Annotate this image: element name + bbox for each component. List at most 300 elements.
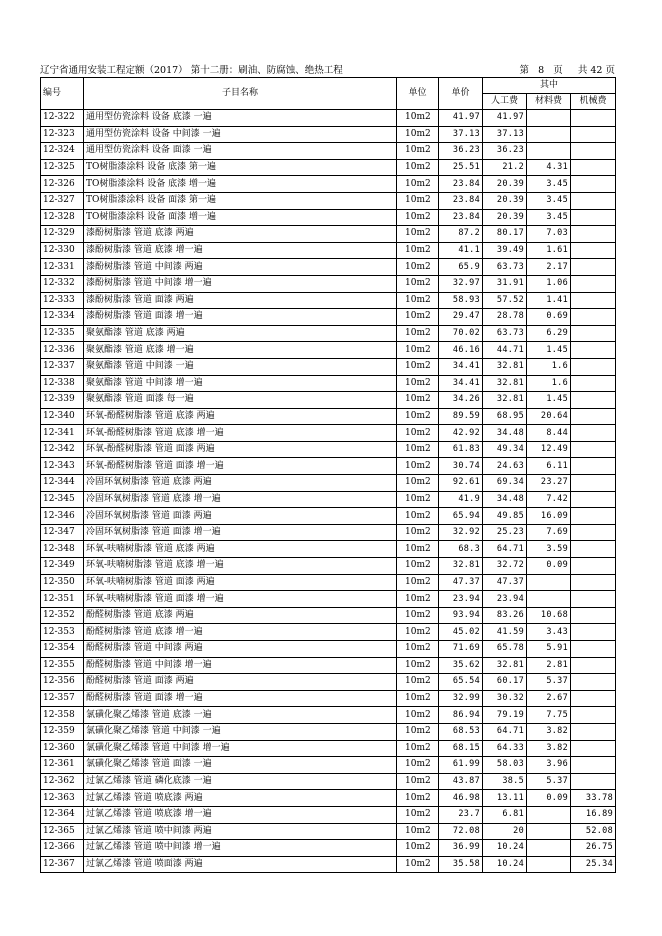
row-material: 6.29 bbox=[527, 325, 571, 342]
row-labor: 47.37 bbox=[483, 574, 527, 591]
row-labor: 69.34 bbox=[483, 475, 527, 492]
row-price: 65.94 bbox=[439, 508, 483, 525]
row-material: 3.45 bbox=[527, 176, 571, 193]
row-machine bbox=[571, 110, 616, 127]
row-material: 7.03 bbox=[527, 226, 571, 243]
col-header-material: 材料费 bbox=[527, 94, 571, 110]
row-labor: 60.17 bbox=[483, 674, 527, 691]
row-unit: 10m2 bbox=[397, 690, 439, 707]
row-machine bbox=[571, 591, 616, 608]
row-labor: 23.94 bbox=[483, 591, 527, 608]
row-code: 12-345 bbox=[41, 491, 84, 508]
table-row bbox=[41, 275, 616, 292]
row-material: 2.17 bbox=[527, 259, 571, 276]
row-code: 12-333 bbox=[41, 292, 84, 309]
row-machine bbox=[571, 707, 616, 724]
table-row bbox=[41, 558, 616, 575]
row-name: 酚醛树脂漆 管道 面漆 增一遍 bbox=[84, 690, 397, 707]
table-row bbox=[41, 176, 616, 193]
table-row bbox=[41, 806, 616, 823]
row-material bbox=[527, 574, 571, 591]
row-material: 12.49 bbox=[527, 441, 571, 458]
table-body bbox=[41, 110, 616, 873]
row-material: 3.59 bbox=[527, 541, 571, 558]
col-header-machine: 机械费 bbox=[571, 94, 616, 110]
row-price: 42.92 bbox=[439, 425, 483, 442]
row-labor: 32.81 bbox=[483, 358, 527, 375]
row-machine bbox=[571, 408, 616, 425]
table-row bbox=[41, 723, 616, 740]
row-labor: 30.32 bbox=[483, 690, 527, 707]
table-row bbox=[41, 757, 616, 774]
table-row bbox=[41, 375, 616, 392]
table-row bbox=[41, 574, 616, 591]
table-row bbox=[41, 226, 616, 243]
row-machine bbox=[571, 242, 616, 259]
row-unit: 10m2 bbox=[397, 192, 439, 209]
row-price: 25.51 bbox=[439, 159, 483, 176]
row-unit: 10m2 bbox=[397, 790, 439, 807]
table-row bbox=[41, 607, 616, 624]
row-code: 12-332 bbox=[41, 275, 84, 292]
page-header bbox=[40, 64, 615, 77]
row-name: 酚醛树脂漆 管道 中间漆 两遍 bbox=[84, 641, 397, 658]
row-machine bbox=[571, 674, 616, 691]
row-price: 35.62 bbox=[439, 657, 483, 674]
row-price: 32.99 bbox=[439, 690, 483, 707]
row-machine bbox=[571, 657, 616, 674]
header-row-1 bbox=[41, 78, 616, 94]
row-unit: 10m2 bbox=[397, 740, 439, 757]
quota-table bbox=[40, 77, 616, 873]
row-unit: 10m2 bbox=[397, 425, 439, 442]
table-row bbox=[41, 192, 616, 209]
row-code: 12-340 bbox=[41, 408, 84, 425]
row-machine bbox=[571, 259, 616, 276]
row-labor: 34.48 bbox=[483, 425, 527, 442]
row-labor: 21.2 bbox=[483, 159, 527, 176]
row-machine: 26.75 bbox=[571, 840, 616, 857]
row-code: 12-362 bbox=[41, 773, 84, 790]
row-name: 冷固环氧树脂漆 管道 底漆 两遍 bbox=[84, 475, 397, 492]
row-unit: 10m2 bbox=[397, 591, 439, 608]
row-name: 过氯乙烯漆 管道 喷中间漆 增一遍 bbox=[84, 840, 397, 857]
table-row bbox=[41, 740, 616, 757]
row-price: 37.13 bbox=[439, 126, 483, 143]
table-row bbox=[41, 541, 616, 558]
row-name: 过氯乙烯漆 管道 磷化底漆 一遍 bbox=[84, 773, 397, 790]
row-machine bbox=[571, 358, 616, 375]
row-name: 氯磺化聚乙烯漆 管道 中间漆 增一遍 bbox=[84, 740, 397, 757]
row-code: 12-352 bbox=[41, 607, 84, 624]
row-machine bbox=[571, 757, 616, 774]
row-labor: 41.59 bbox=[483, 624, 527, 641]
row-price: 72.08 bbox=[439, 823, 483, 840]
table-row bbox=[41, 259, 616, 276]
row-unit: 10m2 bbox=[397, 757, 439, 774]
row-unit: 10m2 bbox=[397, 358, 439, 375]
row-code: 12-335 bbox=[41, 325, 84, 342]
row-code: 12-347 bbox=[41, 524, 84, 541]
row-material: 3.82 bbox=[527, 723, 571, 740]
row-name: TO树脂漆涂料 设备 面漆 增一遍 bbox=[84, 209, 397, 226]
row-code: 12-360 bbox=[41, 740, 84, 757]
table-row bbox=[41, 425, 616, 442]
row-material: 5.37 bbox=[527, 773, 571, 790]
row-name: 漆酚树脂漆 管道 中间漆 增一遍 bbox=[84, 275, 397, 292]
row-material: 1.06 bbox=[527, 275, 571, 292]
row-price: 70.02 bbox=[439, 325, 483, 342]
row-material: 7.69 bbox=[527, 524, 571, 541]
row-name: 聚氨酯漆 管道 面漆 每一遍 bbox=[84, 392, 397, 409]
row-code: 12-322 bbox=[41, 110, 84, 127]
row-name: 氯磺化聚乙烯漆 管道 底漆 一遍 bbox=[84, 707, 397, 724]
table-row bbox=[41, 475, 616, 492]
table-row bbox=[41, 110, 616, 127]
row-price: 86.94 bbox=[439, 707, 483, 724]
row-unit: 10m2 bbox=[397, 126, 439, 143]
row-unit: 10m2 bbox=[397, 823, 439, 840]
row-material: 1.61 bbox=[527, 242, 571, 259]
row-labor: 79.19 bbox=[483, 707, 527, 724]
row-price: 68.15 bbox=[439, 740, 483, 757]
row-price: 58.93 bbox=[439, 292, 483, 309]
row-machine bbox=[571, 292, 616, 309]
row-labor: 65.78 bbox=[483, 641, 527, 658]
row-code: 12-358 bbox=[41, 707, 84, 724]
row-unit: 10m2 bbox=[397, 259, 439, 276]
row-code: 12-326 bbox=[41, 176, 84, 193]
table-row bbox=[41, 392, 616, 409]
row-labor: 63.73 bbox=[483, 325, 527, 342]
table-row bbox=[41, 508, 616, 525]
row-unit: 10m2 bbox=[397, 624, 439, 641]
row-unit: 10m2 bbox=[397, 806, 439, 823]
row-price: 23.84 bbox=[439, 209, 483, 226]
row-name: 环氧-酚醛树脂漆 管道 面漆 增一遍 bbox=[84, 458, 397, 475]
row-unit: 10m2 bbox=[397, 143, 439, 160]
row-machine bbox=[571, 524, 616, 541]
row-labor: 34.48 bbox=[483, 491, 527, 508]
row-machine: 16.89 bbox=[571, 806, 616, 823]
row-code: 12-339 bbox=[41, 392, 84, 409]
row-machine bbox=[571, 375, 616, 392]
row-unit: 10m2 bbox=[397, 209, 439, 226]
row-price: 87.2 bbox=[439, 226, 483, 243]
table-row bbox=[41, 823, 616, 840]
row-material: 0.09 bbox=[527, 790, 571, 807]
row-machine bbox=[571, 176, 616, 193]
row-material bbox=[527, 806, 571, 823]
row-labor: 64.33 bbox=[483, 740, 527, 757]
row-material: 3.43 bbox=[527, 624, 571, 641]
row-material: 1.6 bbox=[527, 358, 571, 375]
row-name: 酚醛树脂漆 管道 底漆 两遍 bbox=[84, 607, 397, 624]
page-prefix: 第 bbox=[519, 65, 530, 76]
table-row bbox=[41, 690, 616, 707]
row-labor: 37.13 bbox=[483, 126, 527, 143]
row-name: 通用型仿瓷涂料 设备 底漆 一遍 bbox=[84, 110, 397, 127]
row-code: 12-338 bbox=[41, 375, 84, 392]
row-code: 12-343 bbox=[41, 458, 84, 475]
row-price: 35.58 bbox=[439, 856, 483, 873]
row-name: 漆酚树脂漆 管道 底漆 两遍 bbox=[84, 226, 397, 243]
row-unit: 10m2 bbox=[397, 408, 439, 425]
total-pages: 42 bbox=[590, 65, 603, 76]
row-name: 氯磺化聚乙烯漆 管道 面漆 一遍 bbox=[84, 757, 397, 774]
row-code: 12-366 bbox=[41, 840, 84, 857]
row-unit: 10m2 bbox=[397, 242, 439, 259]
row-machine bbox=[571, 558, 616, 575]
row-machine bbox=[571, 325, 616, 342]
row-unit: 10m2 bbox=[397, 275, 439, 292]
page-number: 8 bbox=[538, 65, 545, 76]
row-price: 34.41 bbox=[439, 375, 483, 392]
row-name: 过氯乙烯漆 管道 喷面漆 两遍 bbox=[84, 856, 397, 873]
row-material: 3.82 bbox=[527, 740, 571, 757]
row-material: 5.37 bbox=[527, 674, 571, 691]
row-machine bbox=[571, 209, 616, 226]
row-unit: 10m2 bbox=[397, 176, 439, 193]
row-price: 34.26 bbox=[439, 392, 483, 409]
row-code: 12-350 bbox=[41, 574, 84, 591]
row-labor: 49.34 bbox=[483, 441, 527, 458]
table-row bbox=[41, 657, 616, 674]
table-row bbox=[41, 408, 616, 425]
table-row bbox=[41, 143, 616, 160]
row-labor: 32.81 bbox=[483, 375, 527, 392]
table-row bbox=[41, 126, 616, 143]
row-unit: 10m2 bbox=[397, 159, 439, 176]
row-name: 氯磺化聚乙烯漆 管道 中间漆 一遍 bbox=[84, 723, 397, 740]
row-price: 23.84 bbox=[439, 176, 483, 193]
row-code: 12-323 bbox=[41, 126, 84, 143]
row-material: 0.09 bbox=[527, 558, 571, 575]
row-material: 8.44 bbox=[527, 425, 571, 442]
row-labor: 80.17 bbox=[483, 226, 527, 243]
row-labor: 64.71 bbox=[483, 723, 527, 740]
row-material: 16.09 bbox=[527, 508, 571, 525]
row-unit: 10m2 bbox=[397, 641, 439, 658]
row-labor: 83.26 bbox=[483, 607, 527, 624]
row-price: 34.41 bbox=[439, 358, 483, 375]
row-material: 23.27 bbox=[527, 475, 571, 492]
row-code: 12-356 bbox=[41, 674, 84, 691]
table-row bbox=[41, 325, 616, 342]
row-code: 12-336 bbox=[41, 342, 84, 359]
table-row bbox=[41, 773, 616, 790]
row-name: 聚氨酯漆 管道 中间漆 一遍 bbox=[84, 358, 397, 375]
row-code: 12-324 bbox=[41, 143, 84, 160]
table-row bbox=[41, 342, 616, 359]
row-labor: 36.23 bbox=[483, 143, 527, 160]
row-price: 29.47 bbox=[439, 309, 483, 326]
row-unit: 10m2 bbox=[397, 558, 439, 575]
row-unit: 10m2 bbox=[397, 441, 439, 458]
col-header-group: 其中 bbox=[483, 78, 616, 94]
row-price: 89.59 bbox=[439, 408, 483, 425]
row-name: 冷固环氧树脂漆 管道 底漆 增一遍 bbox=[84, 491, 397, 508]
row-unit: 10m2 bbox=[397, 773, 439, 790]
row-material: 2.81 bbox=[527, 657, 571, 674]
row-price: 30.74 bbox=[439, 458, 483, 475]
row-code: 12-325 bbox=[41, 159, 84, 176]
row-code: 12-346 bbox=[41, 508, 84, 525]
row-code: 12-365 bbox=[41, 823, 84, 840]
row-name: TO树脂漆涂料 设备 底漆 增一遍 bbox=[84, 176, 397, 193]
row-unit: 10m2 bbox=[397, 541, 439, 558]
row-material bbox=[527, 143, 571, 160]
row-code: 12-354 bbox=[41, 641, 84, 658]
row-labor: 38.5 bbox=[483, 773, 527, 790]
row-machine bbox=[571, 342, 616, 359]
table-row bbox=[41, 591, 616, 608]
row-unit: 10m2 bbox=[397, 574, 439, 591]
row-name: 通用型仿瓷涂料 设备 中间漆 一遍 bbox=[84, 126, 397, 143]
row-machine bbox=[571, 441, 616, 458]
row-name: TO树脂漆涂料 设备 底漆 第一遍 bbox=[84, 159, 397, 176]
row-labor: 20 bbox=[483, 823, 527, 840]
row-name: 漆酚树脂漆 管道 底漆 增一遍 bbox=[84, 242, 397, 259]
row-code: 12-361 bbox=[41, 757, 84, 774]
col-header-name: 子目名称 bbox=[84, 78, 397, 110]
row-price: 43.87 bbox=[439, 773, 483, 790]
table-row bbox=[41, 790, 616, 807]
row-price: 46.16 bbox=[439, 342, 483, 359]
row-material: 1.45 bbox=[527, 342, 571, 359]
table-row bbox=[41, 491, 616, 508]
row-machine bbox=[571, 624, 616, 641]
row-price: 41.9 bbox=[439, 491, 483, 508]
row-code: 12-334 bbox=[41, 309, 84, 326]
row-code: 12-355 bbox=[41, 657, 84, 674]
row-unit: 10m2 bbox=[397, 342, 439, 359]
row-material: 6.11 bbox=[527, 458, 571, 475]
row-unit: 10m2 bbox=[397, 475, 439, 492]
row-machine bbox=[571, 690, 616, 707]
row-labor: 24.63 bbox=[483, 458, 527, 475]
row-labor: 49.85 bbox=[483, 508, 527, 525]
row-price: 32.92 bbox=[439, 524, 483, 541]
row-labor: 58.03 bbox=[483, 757, 527, 774]
row-name: 环氧-呋喃树脂漆 管道 面漆 两遍 bbox=[84, 574, 397, 591]
row-machine: 25.34 bbox=[571, 856, 616, 873]
row-machine bbox=[571, 392, 616, 409]
row-name: 环氧-呋喃树脂漆 管道 底漆 两遍 bbox=[84, 541, 397, 558]
row-material bbox=[527, 126, 571, 143]
row-labor: 68.95 bbox=[483, 408, 527, 425]
row-labor: 25.23 bbox=[483, 524, 527, 541]
row-price: 36.99 bbox=[439, 840, 483, 857]
row-name: 聚氨酯漆 管道 底漆 增一遍 bbox=[84, 342, 397, 359]
row-price: 32.81 bbox=[439, 558, 483, 575]
row-price: 65.54 bbox=[439, 674, 483, 691]
row-material bbox=[527, 591, 571, 608]
row-unit: 10m2 bbox=[397, 309, 439, 326]
row-price: 68.3 bbox=[439, 541, 483, 558]
row-machine bbox=[571, 740, 616, 757]
row-labor: 44.71 bbox=[483, 342, 527, 359]
col-header-price: 单价 bbox=[439, 78, 483, 110]
row-price: 41.1 bbox=[439, 242, 483, 259]
row-code: 12-357 bbox=[41, 690, 84, 707]
total-suffix: 页 bbox=[605, 65, 615, 76]
row-labor: 32.81 bbox=[483, 657, 527, 674]
row-material: 3.45 bbox=[527, 209, 571, 226]
row-labor: 28.78 bbox=[483, 309, 527, 326]
row-price: 93.94 bbox=[439, 607, 483, 624]
row-machine bbox=[571, 491, 616, 508]
row-material: 10.68 bbox=[527, 607, 571, 624]
row-name: 酚醛树脂漆 管道 中间漆 增一遍 bbox=[84, 657, 397, 674]
row-unit: 10m2 bbox=[397, 856, 439, 873]
row-name: 环氧-酚醛树脂漆 管道 面漆 两遍 bbox=[84, 441, 397, 458]
row-material bbox=[527, 856, 571, 873]
row-code: 12-341 bbox=[41, 425, 84, 442]
table-row bbox=[41, 242, 616, 259]
row-price: 23.7 bbox=[439, 806, 483, 823]
row-labor: 13.11 bbox=[483, 790, 527, 807]
row-name: 酚醛树脂漆 管道 底漆 增一遍 bbox=[84, 624, 397, 641]
table-row bbox=[41, 856, 616, 873]
table-row bbox=[41, 840, 616, 857]
row-unit: 10m2 bbox=[397, 674, 439, 691]
row-code: 12-353 bbox=[41, 624, 84, 641]
row-machine bbox=[571, 458, 616, 475]
row-material: 7.75 bbox=[527, 707, 571, 724]
row-machine bbox=[571, 508, 616, 525]
row-material: 3.45 bbox=[527, 192, 571, 209]
row-name: 漆酚树脂漆 管道 面漆 增一遍 bbox=[84, 309, 397, 326]
row-price: 68.53 bbox=[439, 723, 483, 740]
row-machine bbox=[571, 541, 616, 558]
row-unit: 10m2 bbox=[397, 292, 439, 309]
row-labor: 10.24 bbox=[483, 856, 527, 873]
row-price: 46.98 bbox=[439, 790, 483, 807]
row-unit: 10m2 bbox=[397, 607, 439, 624]
row-labor: 10.24 bbox=[483, 840, 527, 857]
row-name: 通用型仿瓷涂料 设备 面漆 一遍 bbox=[84, 143, 397, 160]
row-labor: 39.49 bbox=[483, 242, 527, 259]
row-price: 36.23 bbox=[439, 143, 483, 160]
row-price: 23.84 bbox=[439, 192, 483, 209]
row-code: 12-348 bbox=[41, 541, 84, 558]
row-unit: 10m2 bbox=[397, 840, 439, 857]
table-row bbox=[41, 624, 616, 641]
row-machine bbox=[571, 126, 616, 143]
row-labor: 41.97 bbox=[483, 110, 527, 127]
table-row bbox=[41, 641, 616, 658]
row-price: 23.94 bbox=[439, 591, 483, 608]
row-material bbox=[527, 840, 571, 857]
row-code: 12-342 bbox=[41, 441, 84, 458]
row-unit: 10m2 bbox=[397, 707, 439, 724]
row-name: 过氯乙烯漆 管道 喷中间漆 两遍 bbox=[84, 823, 397, 840]
row-price: 45.02 bbox=[439, 624, 483, 641]
row-unit: 10m2 bbox=[397, 524, 439, 541]
row-price: 61.83 bbox=[439, 441, 483, 458]
row-name: 环氧-酚醛树脂漆 管道 底漆 增一遍 bbox=[84, 425, 397, 442]
row-name: 聚氨酯漆 管道 底漆 两遍 bbox=[84, 325, 397, 342]
table-row bbox=[41, 309, 616, 326]
row-unit: 10m2 bbox=[397, 110, 439, 127]
row-unit: 10m2 bbox=[397, 491, 439, 508]
row-unit: 10m2 bbox=[397, 325, 439, 342]
row-labor: 20.39 bbox=[483, 176, 527, 193]
row-labor: 32.81 bbox=[483, 392, 527, 409]
row-labor: 64.71 bbox=[483, 541, 527, 558]
row-material: 1.41 bbox=[527, 292, 571, 309]
